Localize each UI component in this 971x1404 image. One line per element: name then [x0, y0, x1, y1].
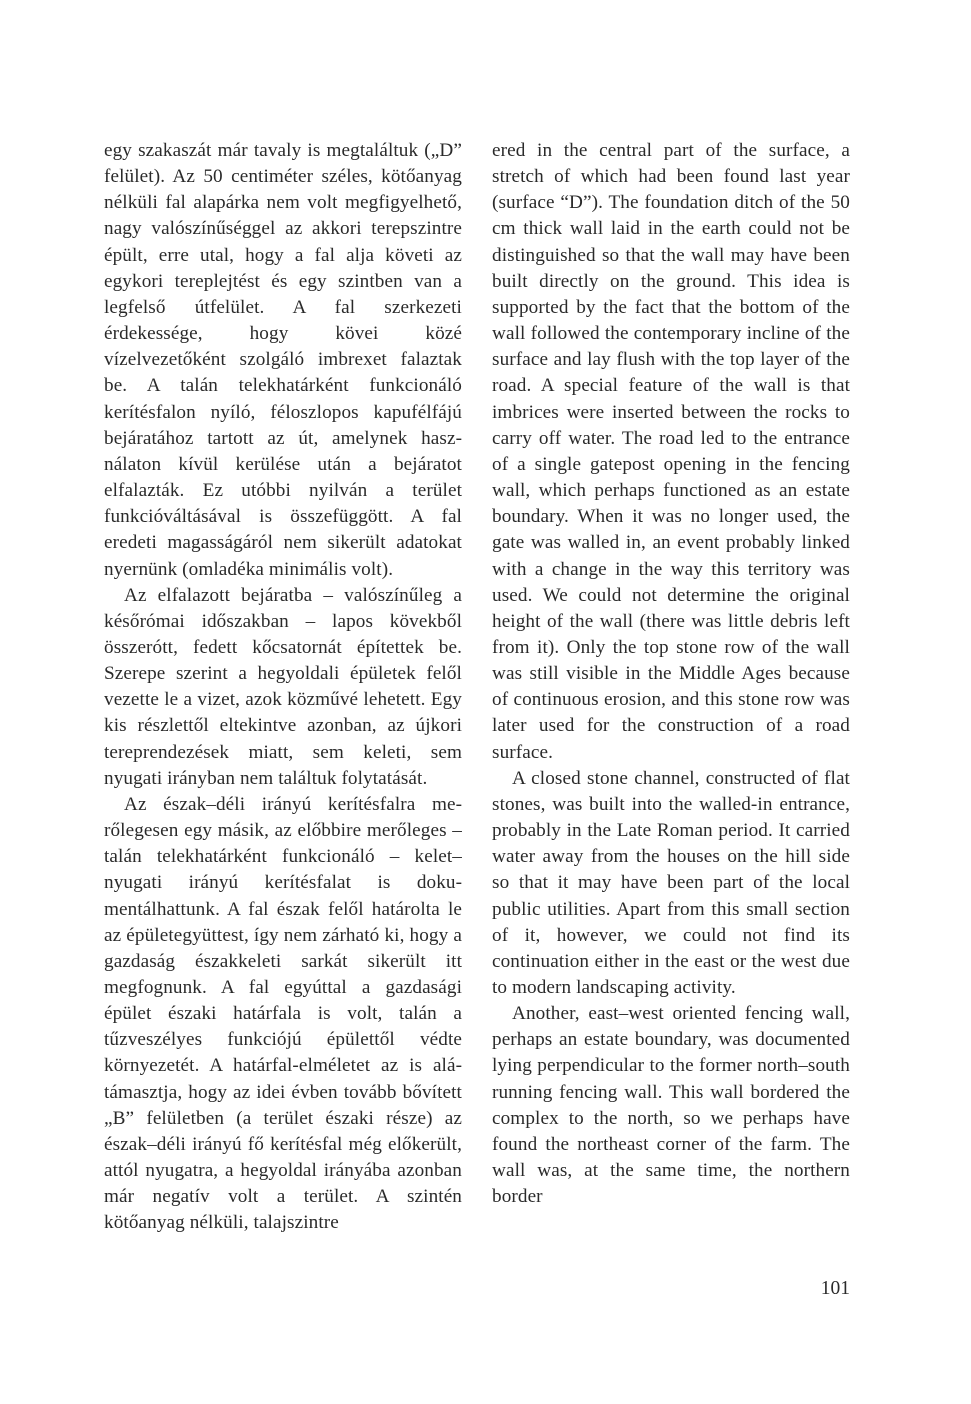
page-number: 101 — [820, 1278, 850, 1299]
english-text-column — [492, 138, 850, 1210]
paragraph: ered in the central part of the surface, a stretch of which had been found last year (surface “D”). The foundation ditch of the 50 cm thick wall laid in the earth could not be distinguished so that the wall may have been built directly on the ground. This idea is supported by the fact that the bottom of the wall followed the contemporary incline of the surface and lay flush with the top layer of the road. A special feature of the wall is that imbrices were inserted between the rocks to carry off water. The road led to the entrance of a single gatepost opening in the fencing wall, which perhaps functioned as an estate boundary. When it was no longer used, the gate was walled in, an event probably linked with a change in the way this territory was used. We could not determine the original height of the wall (there was little debris left from it). Only the top stone row of the wall was still visible in the Middle Ages because of continuous erosion, and this stone row was later used for the construction of a road surface. — [492, 140, 850, 763]
hungarian-text-column — [104, 138, 462, 1237]
paragraph: A closed stone channel, constructed of flat stones, was built into the walled-in entrance, probably in the Late Roman period. It carried water away from the houses on the hill side so that it may have been part of the local public utilities. Apart from this small section of it, however, we could not find its continuation either in the east or the west due to modern landscaping activity. — [492, 767, 850, 998]
paragraph: egy szakaszát már tavaly is megtaláltuk („D” felület). Az 50 centiméter széles, kötőanyag nélküli fal alapárka nem volt megfigyelhető, nagy valószínűséggel az akkori terepszintre épült, erre utal, hogy a fal alja követi az egykori tereplejtést és egy szintben van a legfelső útfelület. A fal szerkezeti érdekessége, hogy kövei közé vízelvezetőként szolgáló imbrexet falaztak be. A talán telekhatárként funkcionáló kerítésfalon nyíló, féloszlopos kapufélfájú bejáratához tartott az út, amelynek használaton kívül kerülése után a bejáratot elfalazták. Ez utóbbi nyilván a terület funkcióváltásával is összefüggött. A fal eredeti magasságáról nem sikerült adatokat nyernünk (omladéka minimális volt). — [104, 140, 462, 580]
paragraph: Az észak–déli irányú kerítésfalra merőlegesen egy másik, az előbbire merőleges – talán telekhatárként funkcionáló – kelet–nyugati irányú kerítésfalat is dokumentálhattunk. A fal észak felől határolta le az épületegyüttest, így nem zárható ki, hogy a gazdaság északkeleti sarkát sikerült itt megfognunk. A fal egyúttal a gazdasági épület északi határfala is volt, talán a tűzveszélyes funkciójú épülettől védte környezetét. A határfal-elméletet az is alátámasztja, hogy az idei évben tovább bővített „B” felületben (a terület északi része) az észak–déli irányú fő kerítésfal még előkerült, attól nyugatra, a hegyoldal irányába azonban már negatív volt a terület. A szintén kötőanyag nélküli, talajszintre — [104, 793, 462, 1234]
paragraph: Another, east–west oriented fencing wall, perhaps an estate boundary, was documented lying perpendicular to the former north–south running fencing wall. This wall bordered the complex to the north, so we perhaps have found the northeast corner of the farm. The wall was, at the same time, the northern border — [492, 1003, 850, 1208]
paragraph: Az elfalazott bejáratba – valószínűleg a későrómai időszakban – lapos kövekből összerótt, fedett kőcsatornát építettek be. Szerepe szerint a hegyoldali épületek felől vezette le a vizet, azok közművé lehetett. Egy kis részlettől eltekintve azonban, az újkori tereprendezések miatt, sem keleti, sem nyugati irányban nem találtuk folytatását. — [104, 584, 462, 789]
